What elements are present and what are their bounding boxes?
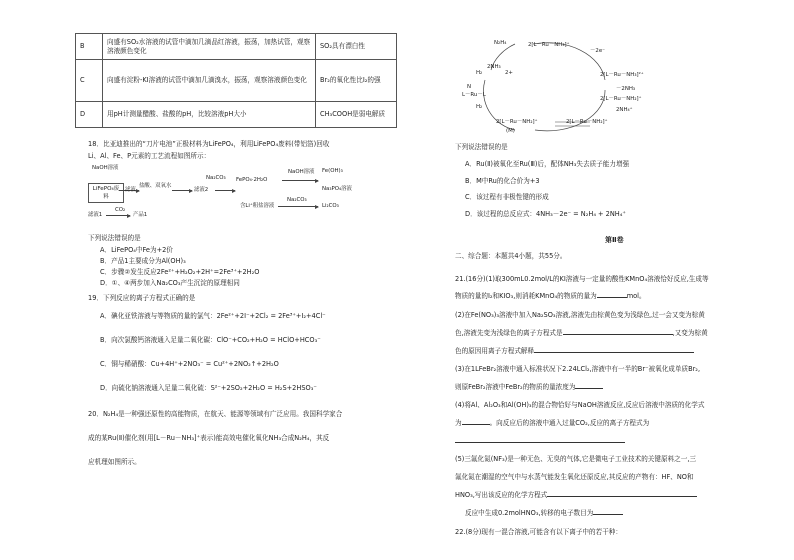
flow-na3po4: Na₃PO₄溶液: [322, 186, 352, 192]
option-conclusion: SO₂具有漂白性: [316, 34, 397, 60]
cycle-option-d: D．该过程的总反应式：4NH₃－2e⁻ = N₂H₄ + 2NH₄⁺: [465, 210, 626, 218]
cycle-bottom-m: (M): [506, 128, 515, 134]
options-table: [75, 33, 397, 128]
q19-option-d: D．向硫化钠溶液通入足量二氧化硫：S²⁻+2SO₂+2H₂O = H₂S+2HSO₃⁻: [100, 384, 317, 392]
flow-na2co3-1: Na₂CO₃: [206, 175, 226, 181]
q21-line11: (5)三氟化氮(NF₃)是一种无色、无臭的气体,它是微电子工业技术的关键原料之一,三: [455, 455, 697, 463]
table-row: [76, 102, 397, 128]
answer-blank[interactable]: [534, 352, 694, 353]
cycle-right-low: 2NH₄⁺: [616, 107, 633, 113]
cycle-right-mid: 2[L－Ru－NH₂]⁺: [600, 96, 642, 102]
flow-filtrate2: 滤液2: [194, 187, 209, 193]
q21-line5-text: 色的原因用离子方程式解释: [455, 347, 535, 355]
flow-li2co3: Li₂CO₃: [322, 203, 339, 209]
cycle-option-a: A．Ru(Ⅱ)被氧化至Ru(Ⅲ)后，配体NH₃失去质子能力增强: [465, 160, 630, 168]
q21-line9: [455, 419, 649, 427]
q21-line3: (2)在Fe(NO₃)₃溶液中加入Na₂SO₃溶液,溶液先由棕黄色变为浅绿色,过一会又变为棕黄: [455, 311, 705, 319]
cycle-right-upper: 2[L－Ru－NH₃]²⁺: [600, 72, 644, 78]
q21-line13-text: HNO₃,写出该反应的化学方程式: [455, 491, 548, 499]
q18-stem-line2: Li、Al、Fe、P元素的工艺流程如图所示：: [88, 152, 211, 160]
q21-line6: (3)在1LFeBr₂溶液中通入标准状况下2.24LCl₂,溶液中有一半的Br⁻被氧化成单质Br₂,: [455, 365, 701, 373]
flow-feoh3: Fe(OH)₃: [322, 168, 343, 174]
q21-line7-text: 则原FeBr₂溶液中FeBr₂的物质的量浓度为: [455, 383, 576, 391]
q20-line2: 成的某Ru(Ⅱ)催化剂(用[L－Ru－NH₃]⁺表示)能高效电催化氧化NH₃合成N₂H₄，其反: [88, 434, 330, 442]
flow-filtrate1: 滤液1: [88, 212, 103, 218]
cycle-top-complex: 2[L－Ru－NH₃]⁺: [528, 42, 570, 48]
answer-blank[interactable]: [462, 424, 490, 425]
answer-blank[interactable]: [575, 388, 603, 389]
section-title: 第Ⅱ卷: [605, 236, 624, 244]
flow-arrow: [282, 180, 318, 181]
option-key: B: [76, 34, 103, 60]
q21-line13: [455, 491, 697, 499]
q19-option-b: B．向次氯酸钙溶液通入足量二氧化碳：ClO⁻+CO₂+H₂O = HClO+HCO₃⁻: [100, 336, 321, 344]
q21-line12: 氟化氮在潮湿的空气中与水蒸气能发生氧化还原反应,其反应的产物有：HF、NO和: [455, 473, 694, 481]
answer-blank[interactable]: [593, 514, 623, 515]
cycle-bottom: 2[L－Ru－NH₂]⁺: [496, 119, 538, 125]
q21-line2-text: 物质的量的I₂和KIO₃,则消耗KMnO₄的物质的量为: [455, 292, 597, 300]
q21-line4-tail: ,又变为棕黄: [672, 329, 708, 337]
answer-blank[interactable]: [455, 442, 625, 443]
q21-line14-text: 反应中生成0.2molHNO₃,转移的电子数目为: [465, 509, 594, 517]
cycle-left-struct-mid: L－Ru－L: [462, 92, 486, 98]
cycle-option-b: B．M中Ru的化合价为+3: [465, 177, 540, 185]
flow-fepo4: FePO₄·2H₂O: [236, 177, 268, 183]
q20-line1: 20．N₂H₄是一种强还原性的高能物质，在航天、能源等领域有广泛应用。我国科学家合: [88, 410, 343, 418]
flow-arrow: [172, 190, 192, 191]
q21-line2-unit: mol。: [626, 292, 646, 300]
answer-blank[interactable]: [597, 297, 627, 298]
option-conclusion: CH₃COOH是弱电解质: [316, 102, 397, 128]
q18-option-d: D．①、④两步加入Na₂CO₃产生沉淀的原理相同: [100, 279, 240, 287]
option-text: 向盛有SO₂水溶液的试管中滴加几滴品红溶液，振荡，加热试管，观察溶液颜色变化: [103, 34, 316, 60]
cycle-n2h4: N₂H₄: [494, 40, 507, 46]
flow-naoh-top: NaOH溶液: [92, 165, 119, 171]
flow-start-box: LiFePO₄废料: [88, 183, 124, 203]
q21-line9-text: 为: [455, 419, 462, 427]
q21-line1: 21.(16分)(1)取300mL0.2mol/L的KI溶液与一定量的酸性KMnO₄溶液恰好反应,生成等: [455, 275, 709, 283]
q19-option-c: C．铜与稀硝酸：Cu+4H⁺+2NO₃⁻ = Cu²⁺+2NO₂↑+2H₂O: [100, 360, 279, 368]
cycle-minus-2e: －2e⁻: [590, 48, 605, 54]
cycle-option-c: C．该过程有非极性键的形成: [465, 193, 549, 201]
q18-stem-line1: 18．比亚迪推出的“刀片电池”正极材料为LiFePO₄，利用LiFePO₄废料(带铝箔)回收: [88, 140, 330, 148]
q18-option-a: A．LiFePO₄中Fe为+2价: [100, 246, 173, 254]
cycle-right-bottom: 2[L－Ru－NH₂]⁺: [566, 119, 608, 125]
cycle-left-struct-top: H₂: [476, 70, 483, 76]
flow-co2: CO₂: [115, 207, 126, 213]
option-key: D: [76, 102, 103, 128]
q22-line1: 22.(8分)现有一混合溶液,可能含有以下离子中的若干种：: [455, 528, 622, 536]
flow-arrow: [215, 190, 235, 191]
cycle-ask: 下列说法错误的是: [455, 143, 508, 151]
q21-line8: (4)将Al、Al₂O₃和Al(OH)₃的混合物恰好与NaOH溶液反应,反应后溶液中溶质的化学式: [455, 401, 705, 409]
flow-product1: 产品1: [133, 212, 148, 218]
option-text: 向盛有淀粉-KI溶液的试管中滴加几滴溴水，振荡，观察溶液颜色变化: [103, 60, 316, 102]
table-row: [76, 34, 397, 60]
flow-arrow: [106, 215, 130, 216]
q18-option-c: C．步骤②发生反应2Fe²⁺+H₂O₂+2H⁺=2Fe³⁺+2H₂O: [100, 268, 260, 276]
q20-line3: 应机理如图所示。: [88, 458, 141, 466]
flow-filtrate: 滤液: [125, 187, 136, 193]
q19-option-a: A．碘化亚铁溶液与等物质的量的氯气：2Fe²⁺+2I⁻+2Cl₂ = 2Fe³⁺+I₂+4Cl⁻: [100, 312, 326, 320]
flow-naoh2: NaOH溶液: [288, 169, 315, 175]
q19-stem: 19．下列反应的离子方程式正确的是: [88, 294, 196, 302]
q21-line4: [455, 329, 708, 337]
option-text: 用pH计测量醋酸、盐酸的pH，比较溶液pH大小: [103, 102, 316, 128]
answer-blank[interactable]: [563, 334, 673, 335]
q21-line5: [455, 347, 694, 355]
q21-line7: [455, 383, 603, 391]
option-key: C: [76, 60, 103, 102]
answer-blank[interactable]: [547, 496, 697, 497]
q21-line10: [455, 437, 625, 445]
q21-line4-text: 色,溶液先变为浅绿色的离子方程式是: [455, 329, 563, 337]
flow-li-rich: 含Li⁺粗盐溶液: [240, 203, 275, 209]
option-conclusion: Br₂的氧化性比I₂的强: [316, 60, 397, 102]
cycle-left-top: 2NH₃: [487, 64, 501, 70]
q21-line9-tail: 。向反应后的溶液中通入过量CO₂,反应的离子方程式为: [489, 419, 650, 427]
table-row: [76, 60, 397, 102]
cycle-left-struct-n: N: [467, 84, 472, 90]
section-intro: 二、综合题：本题共4小题，共55分。: [455, 252, 567, 260]
q21-line2: [455, 292, 646, 300]
cycle-left-struct-h: H₂: [476, 104, 483, 110]
q21-line14: [465, 509, 623, 517]
flow-arrow: [278, 206, 318, 207]
q18-ask: 下列说法错误的是: [88, 234, 141, 242]
q18-option-b: B．产品1主要成分为Al(OH)₃: [100, 257, 186, 265]
flow-acid-label: 盐酸、双氧水: [139, 183, 172, 189]
cycle-right-mid-nh3: －2NH₃: [616, 86, 636, 92]
flow-na2co3-2: Na₂CO₃: [287, 197, 307, 203]
cycle-left-struct-plus: 2+: [505, 70, 513, 76]
